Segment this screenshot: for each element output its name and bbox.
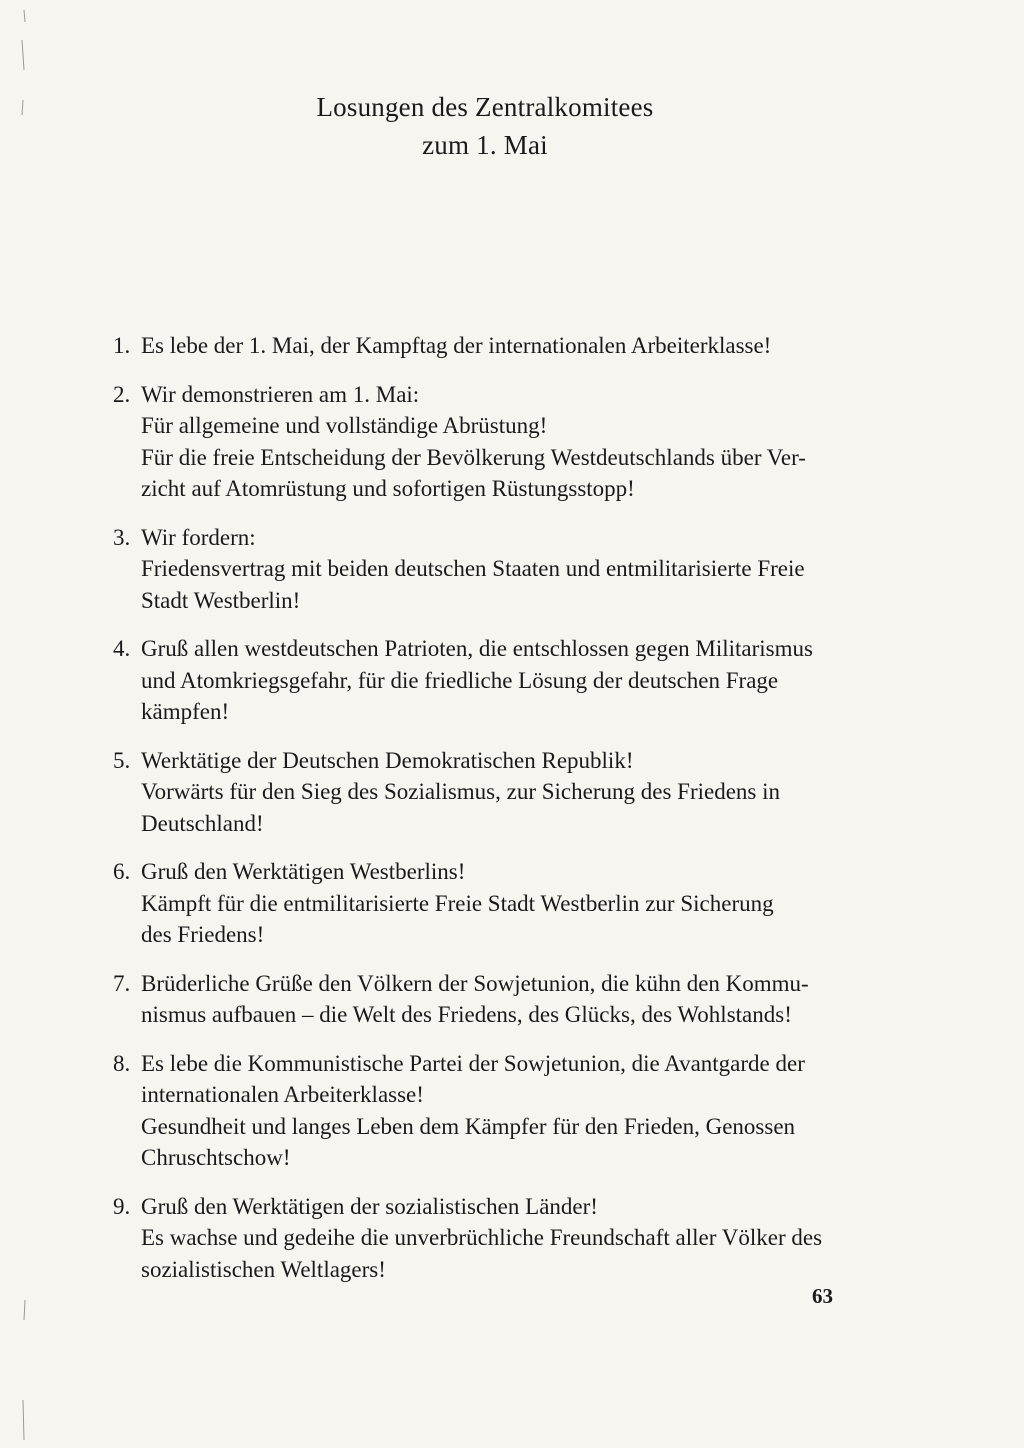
- item-line: Gruß allen westdeutschen Patrioten, die entschlossen gegen Militarismus: [141, 636, 813, 661]
- item-number: 9.: [113, 1193, 131, 1219]
- item-line: zicht auf Atomrüstung und sofortigen Rüstungsstopp!: [141, 476, 635, 501]
- item-line: Brüderliche Grüße den Völkern der Sowjetunion, die kühn den Kommu-: [141, 970, 809, 996]
- item-number: 3.: [113, 524, 131, 550]
- title-line-2: zum 1. Mai: [422, 130, 548, 160]
- item-line: und Atomkriegsgefahr, für die friedliche Lösung der deutschen Frage: [141, 667, 779, 693]
- item-line: kämpfen!: [141, 699, 230, 724]
- slogan-item: [113, 1048, 871, 1174]
- page-edge-marks: [14, 0, 34, 1448]
- item-number: 2.: [113, 381, 131, 407]
- item-number: 6.: [113, 859, 131, 884]
- item-line: Chruschtschow!: [141, 1145, 291, 1170]
- page-number: 63: [812, 1284, 833, 1308]
- slogan-item: [113, 330, 871, 362]
- item-number: 4.: [113, 636, 131, 661]
- item-line: Gesundheit und langes Leben dem Kämpfer für den Frieden, Genossen: [141, 1113, 796, 1139]
- item-line: Deutschland!: [141, 810, 264, 836]
- item-line: Gruß den Werktätigen Westberlins!: [141, 859, 466, 884]
- slogan-item: [113, 968, 871, 1031]
- item-line: Es lebe die Kommunistische Partei der Sowjetunion, die Avantgarde der: [141, 1050, 805, 1076]
- item-line: Für allgemeine und vollständige Abrüstung!: [141, 413, 548, 438]
- item-line: nismus aufbauen – die Welt des Friedens, des Glücks, des Wohlstands!: [141, 1002, 792, 1027]
- item-line: sozialistischen Weltlagers!: [141, 1256, 386, 1282]
- item-line: Wir fordern:: [141, 524, 256, 550]
- item-line: Friedensvertrag mit beiden deutschen Staaten und entmilitarisierte Freie: [141, 556, 805, 581]
- slogan-list: [113, 330, 871, 1302]
- item-line: Stadt Westberlin!: [141, 587, 301, 613]
- item-line: des Friedens!: [141, 922, 265, 947]
- slogan-item: [113, 856, 871, 951]
- page-title: [0, 88, 970, 164]
- slogan-item: [113, 745, 871, 840]
- item-line: Wir demonstrieren am 1. Mai:: [141, 381, 420, 407]
- item-line: Gruß den Werktätigen der sozialistischen Länder!: [141, 1193, 598, 1219]
- item-line: Kämpft für die entmilitarisierte Freie Stadt Westberlin zur Sicherung: [141, 890, 774, 916]
- item-line: Werktätige der Deutschen Demokratischen Republik!: [141, 747, 634, 773]
- slogan-item: [113, 1191, 871, 1286]
- title-line-1: Losungen des Zentralkomitees: [316, 92, 654, 122]
- slogan-item: [113, 633, 871, 728]
- item-line: internationalen Arbeiterklasse!: [141, 1082, 424, 1107]
- item-number: 5.: [113, 747, 131, 773]
- slogan-item: [113, 522, 871, 617]
- item-number: 7.: [113, 970, 131, 996]
- item-line: Es lebe der 1. Mai, der Kampftag der internationalen Arbeiterklasse!: [141, 333, 772, 358]
- item-line: Es wachse und gedeihe die unverbrüchliche Freundschaft aller Völker des: [141, 1225, 823, 1250]
- item-number: 1.: [113, 333, 131, 358]
- item-line: Vorwärts für den Sieg des Sozialismus, zur Sicherung des Friedens in: [141, 779, 781, 804]
- item-number: 8.: [113, 1050, 131, 1076]
- item-line: Für die freie Entscheidung der Bevölkerung Westdeutschlands über Ver-: [141, 444, 806, 470]
- slogan-item: [113, 379, 871, 505]
